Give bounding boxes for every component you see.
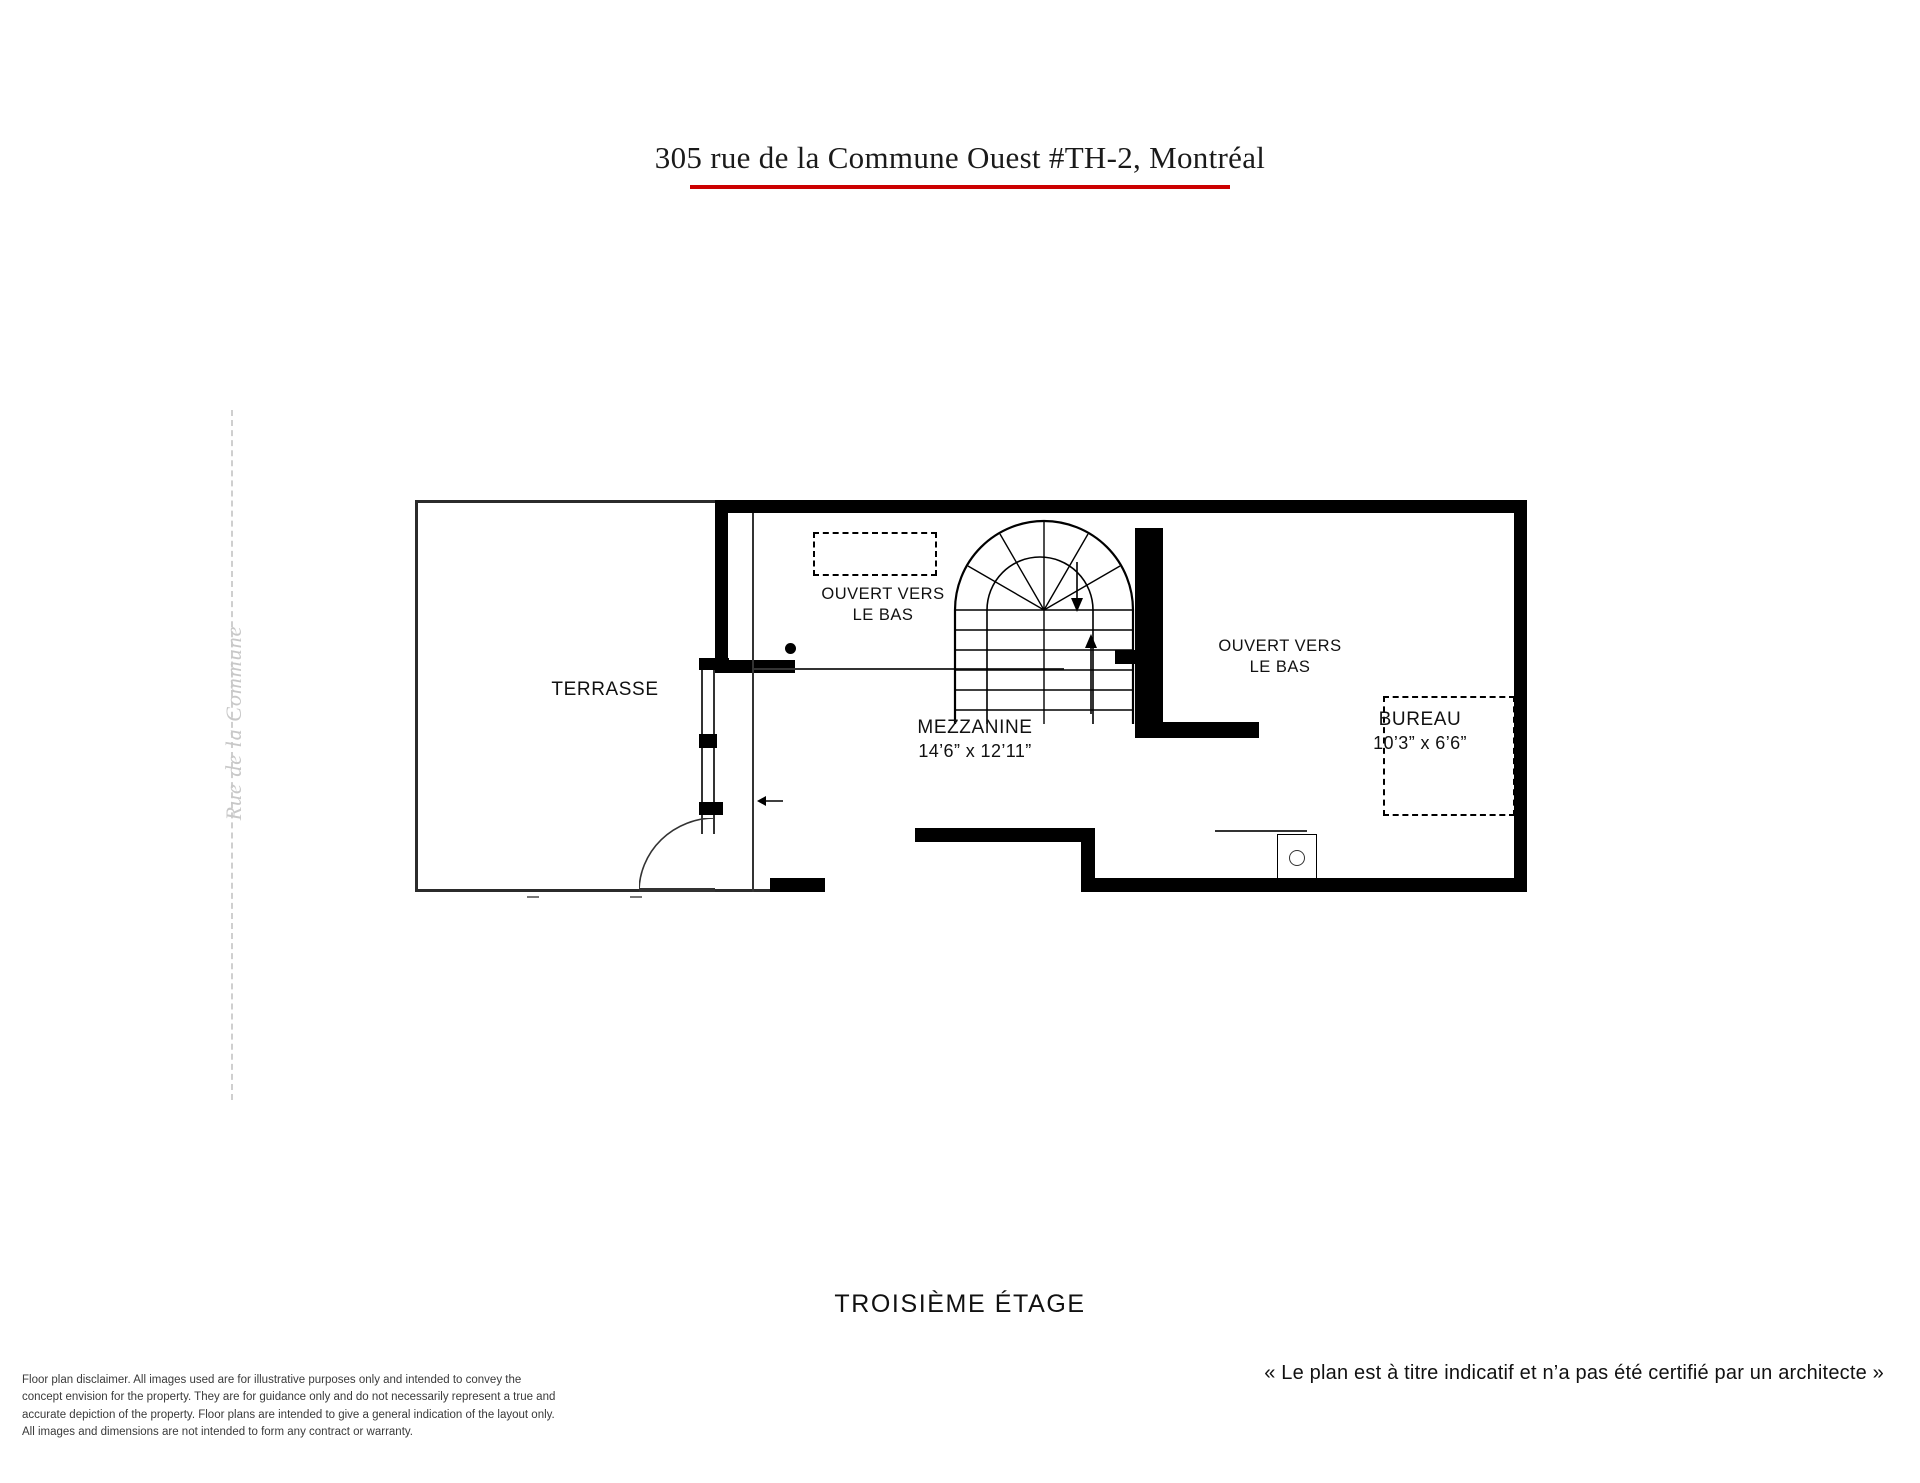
disclaimer-line-2: concept envision for the property. They are for guidance only and do not necessarily represent a true and — [22, 1391, 556, 1404]
street-annotation — [190, 410, 270, 1100]
interior-wall-left-upper — [715, 500, 728, 672]
terrasse-floor-mark-1 — [527, 896, 539, 898]
open-below-left-line1: OUVERT VERS — [821, 585, 945, 603]
terrace-glazing-mullion-2 — [699, 734, 717, 748]
open-below-right-line2: LE BAS — [1249, 657, 1311, 676]
mezzanine-dimensions: 14’6” x 12’11” — [918, 740, 1032, 761]
counter-edge — [1215, 830, 1307, 832]
page-title — [0, 140, 1920, 189]
terrasse-wall-bottom — [415, 889, 775, 892]
terrasse-wall-left — [415, 500, 418, 892]
exterior-wall-top — [715, 500, 1527, 513]
disclaimer-line-1: Floor plan disclaimer. All images used are for illustrative purposes only and intended to convey the — [22, 1374, 522, 1386]
floor-caption: TROISIÈME ÉTAGE — [834, 1290, 1086, 1318]
exterior-wall-bottom-left — [915, 828, 1095, 842]
plan-tagline: « Le plan est à titre indicatif et n’a pas été certifié par un architecte » — [1264, 1362, 1884, 1384]
ceiling-fixture-dot — [785, 643, 796, 654]
room-label-terrasse — [475, 678, 735, 702]
stair-wall-right-block — [1135, 528, 1163, 738]
disclaimer-line-3: accurate depiction of the property. Floor plans are intended to give a general indication of the layout only. — [22, 1408, 555, 1421]
room-label-bureau — [1295, 708, 1545, 754]
floor-plan-disclaimer — [22, 1372, 622, 1441]
terrasse-floor-mark-2 — [630, 896, 642, 898]
floor-plan-drawing — [415, 500, 1525, 990]
exterior-wall-right — [1514, 500, 1527, 892]
interior-wall-right-horizontal — [1163, 722, 1259, 738]
terrace-glazing-mullion-1 — [699, 658, 729, 670]
title-underline — [690, 185, 1230, 189]
property-address: 305 rue de la Commune Ouest #TH-2, Montréal — [654, 140, 1266, 175]
bureau-name: BUREAU — [1378, 709, 1462, 730]
staircase — [951, 518, 1137, 724]
street-label: Rue de la Commune — [221, 625, 246, 821]
direction-arrow-left — [757, 792, 785, 810]
room-label-mezzanine — [815, 716, 1135, 762]
open-below-right-line1: OUVERT VERS — [1218, 637, 1342, 655]
terrace-door — [639, 818, 715, 892]
annotation-open-below-right — [1175, 636, 1385, 677]
terrasse-wall-top — [415, 500, 723, 503]
sink-basin-icon — [1289, 850, 1305, 866]
open-below-left-line2: LE BAS — [852, 605, 914, 624]
terrace-glazing-mullion-3 — [699, 802, 723, 815]
interior-wall-left-lower — [770, 878, 825, 892]
stair-landing-block — [1115, 650, 1137, 664]
mezzanine-name: MEZZANINE — [917, 717, 1033, 738]
disclaimer-line-4: All images and dimensions are not intended to form any contract or warranty. — [22, 1425, 413, 1438]
ceiling-opening-box-left — [813, 532, 937, 576]
partition-line-vertical — [752, 513, 754, 892]
terrasse-name: TERRASSE — [551, 679, 659, 700]
annotation-open-below-left — [793, 584, 973, 625]
bureau-dimensions: 10’3” x 6’6” — [1373, 732, 1467, 753]
